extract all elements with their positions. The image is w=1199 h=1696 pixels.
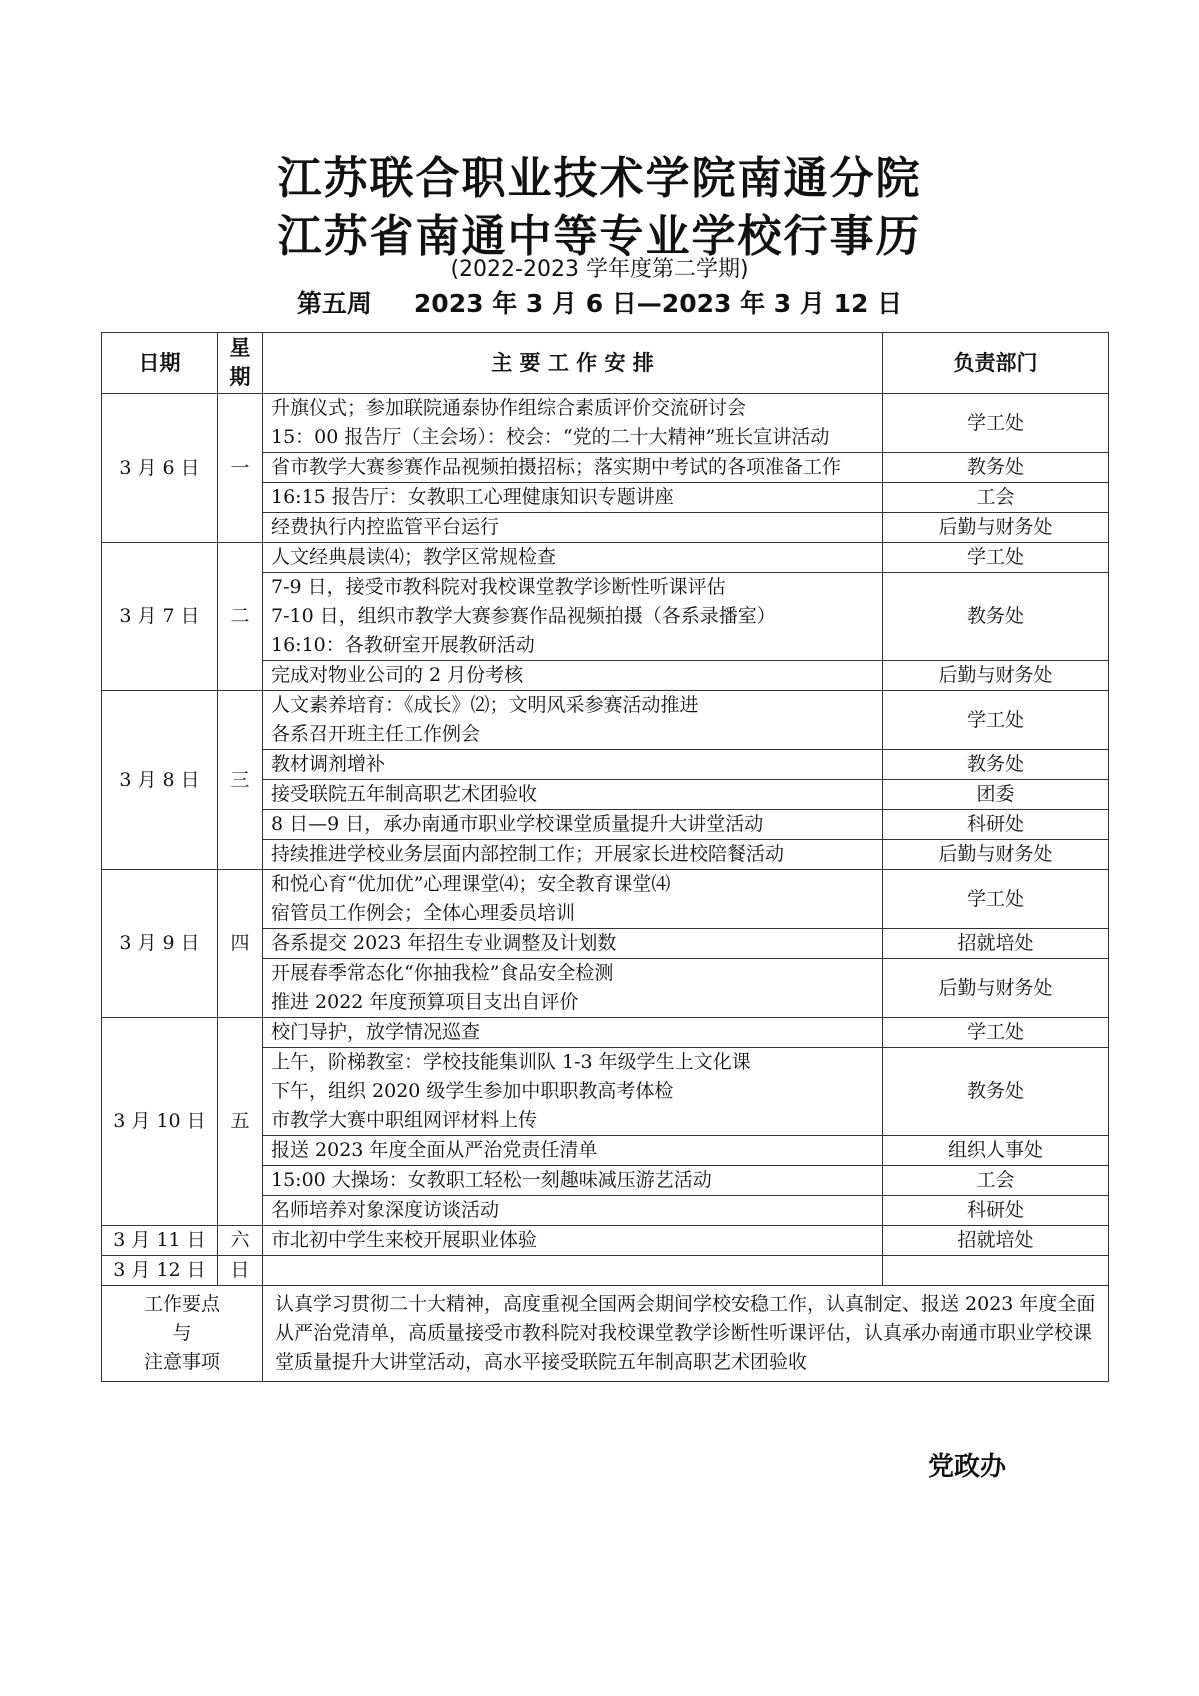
work-item: 7-9 日，接受市教科院对我校课堂教学诊断性听课评估	[271, 576, 726, 598]
work-item: 报送 2023 年度全面从严治党责任清单	[271, 1139, 598, 1161]
work-item: 人文经典晨读⑷；教学区常规检查	[271, 546, 557, 568]
work-cell	[263, 1018, 883, 1048]
work-cell	[263, 394, 883, 453]
work-item: 15：00 报告厅（主会场）：校会：“党的二十大精神”班长宣讲活动	[271, 426, 830, 448]
dept-cell	[883, 1256, 1109, 1286]
week-label: 第五周	[296, 289, 372, 318]
date-cell: 3 月 9 日	[102, 870, 218, 1018]
schedule-body	[102, 394, 1109, 1286]
weekday-cell: 二	[218, 543, 263, 691]
dept-cell: 教务处	[883, 750, 1109, 780]
title-line2: 江苏省南通中等专业学校行事历	[277, 211, 922, 262]
notes-row	[102, 1286, 1109, 1382]
date-range: 2023 年 3 月 6 日—2023 年 3 月 12 日	[413, 289, 903, 318]
work-cell	[263, 543, 883, 573]
dept-cell: 学工处	[883, 870, 1109, 929]
weekday-cell: 一	[218, 394, 263, 543]
work-cell	[263, 1048, 883, 1136]
date-cell: 3 月 11 日	[102, 1226, 218, 1256]
signature: 党政办	[928, 1452, 1007, 1482]
semester-subtitle: (2022-2023 学年度第二学期)	[450, 257, 749, 282]
dept-cell: 科研处	[883, 1196, 1109, 1226]
dept-cell: 招就培处	[883, 929, 1109, 959]
work-item: 开展春季常态化“你抽我检”食品安全检测	[271, 962, 614, 984]
work-cell	[263, 453, 883, 483]
work-item: 下午，组织 2020 级学生参加中职职教高考体检	[271, 1080, 674, 1102]
work-cell	[263, 483, 883, 513]
dept-cell: 工会	[883, 1166, 1109, 1196]
dept-cell: 招就培处	[883, 1226, 1109, 1256]
work-item: 校门导护，放学情况巡查	[271, 1021, 481, 1043]
dept-cell: 科研处	[883, 810, 1109, 840]
work-item: 人文素养培育：《成长》⑵；文明风采参赛活动推进	[271, 694, 699, 716]
date-cell: 3 月 10 日	[102, 1018, 218, 1226]
work-cell	[263, 840, 883, 870]
dept-cell: 教务处	[883, 1048, 1109, 1136]
work-item	[271, 1256, 874, 1285]
header-weekday	[218, 333, 263, 394]
weekday-cell: 三	[218, 691, 263, 870]
header-weekday-line2: 期	[229, 365, 251, 389]
work-item: 和悦心育“优加优”心理课堂⑷；安全教育课堂⑷	[271, 873, 671, 895]
work-item: 省市教学大赛参赛作品视频拍摄招标；落实期中考试的各项准备工作	[271, 456, 842, 478]
dept-cell: 后勤与财务处	[883, 661, 1109, 691]
title-line1: 江苏联合职业技术学院南通分院	[277, 153, 922, 204]
table-row	[102, 1018, 1109, 1048]
work-cell	[263, 691, 883, 750]
work-item: 市北初中学生来校开展职业体验	[271, 1229, 538, 1251]
table-row	[102, 691, 1109, 750]
work-item: 名师培养对象深度访谈活动	[271, 1199, 500, 1221]
work-cell	[263, 573, 883, 661]
work-item: 教材调剂增补	[271, 753, 386, 775]
table-header-row	[102, 333, 1109, 394]
notes-label-line2: 与	[172, 1322, 192, 1344]
dept-cell: 后勤与财务处	[883, 959, 1109, 1018]
dept-cell: 教务处	[883, 573, 1109, 661]
dept-cell: 后勤与财务处	[883, 513, 1109, 543]
table-row	[102, 870, 1109, 929]
date-cell: 3 月 8 日	[102, 691, 218, 870]
work-item: 16:15 报告厅：女教职工心理健康知识专题讲座	[271, 486, 674, 508]
work-cell	[263, 513, 883, 543]
notes-label-line3: 注意事项	[143, 1351, 220, 1373]
dept-cell: 工会	[883, 483, 1109, 513]
work-cell	[263, 750, 883, 780]
work-item: 市教学大赛中职组网评材料上传	[271, 1109, 538, 1131]
work-item: 推进 2022 年度预算项目支出自评价	[271, 991, 579, 1013]
date-cell: 3 月 12 日	[102, 1256, 218, 1286]
work-cell	[263, 1226, 883, 1256]
work-item: 持续推进学校业务层面内部控制工作；开展家长进校陪餐活动	[271, 843, 785, 865]
work-cell	[263, 959, 883, 1018]
work-item: 15:00 大操场：女教职工轻松一刻趣味减压游艺活动	[271, 1169, 712, 1191]
work-item: 完成对物业公司的 2 月份考核	[271, 664, 524, 686]
notes-label	[102, 1286, 263, 1382]
header-dept: 负责部门	[883, 333, 1109, 394]
work-item: 8 日—9 日，承办南通市职业学校课堂质量提升大讲堂活动	[271, 813, 764, 835]
work-item: 各系召开班主任工作例会	[271, 723, 481, 745]
work-cell	[263, 661, 883, 691]
header-weekday-line1: 星	[229, 336, 251, 360]
dept-cell: 学工处	[883, 543, 1109, 573]
table-row	[102, 543, 1109, 573]
header-date: 日期	[102, 333, 218, 394]
work-cell	[263, 780, 883, 810]
table-row	[102, 1226, 1109, 1256]
work-item: 16:10：各教研室开展教研活动	[271, 634, 535, 656]
work-item: 宿管员工作例会；全体心理委员培训	[271, 902, 576, 924]
work-cell	[263, 1136, 883, 1166]
weekday-cell: 四	[218, 870, 263, 1018]
work-item: 各系提交 2023 年招生专业调整及计划数	[271, 932, 617, 954]
work-cell	[263, 810, 883, 840]
notes-text: 认真学习贯彻二十大精神，高度重视全国两会期间学校安稳工作，认真制定、报送 2023 年度全面从严治党清单，高质量接受市教科院对我校课堂教学诊断性听课评估，认真承办南通市职业学校课堂质量提升大讲堂活动，高水平接受联院五年制高职艺术团验收	[263, 1286, 1109, 1382]
dept-cell: 学工处	[883, 1018, 1109, 1048]
work-cell	[263, 1256, 883, 1286]
dept-cell: 学工处	[883, 691, 1109, 750]
work-item: 接受联院五年制高职艺术团验收	[271, 783, 538, 805]
week-line	[0, 284, 1199, 320]
work-item: 7-10 日，组织市教学大赛参赛作品视频拍摄（各系录播室）	[271, 605, 776, 627]
work-item: 上午，阶梯教室：学校技能集训队 1-3 年级学生上文化课	[271, 1051, 751, 1073]
work-item: 经费执行内控监管平台运行	[271, 516, 500, 538]
work-cell	[263, 929, 883, 959]
dept-cell: 教务处	[883, 453, 1109, 483]
work-cell	[263, 870, 883, 929]
dept-cell: 学工处	[883, 394, 1109, 453]
notes-label-line1: 工作要点	[143, 1293, 220, 1315]
date-cell: 3 月 6 日	[102, 394, 218, 543]
date-cell: 3 月 7 日	[102, 543, 218, 691]
table-row	[102, 1256, 1109, 1286]
weekday-cell: 五	[218, 1018, 263, 1226]
weekday-cell: 日	[218, 1256, 263, 1286]
work-item: 升旗仪式；参加联院通泰协作组综合素质评价交流研讨会	[271, 397, 747, 419]
dept-cell: 组织人事处	[883, 1136, 1109, 1166]
schedule-table	[101, 332, 1109, 1382]
table-row	[102, 394, 1109, 453]
work-cell	[263, 1166, 883, 1196]
header-work: 主 要 工 作 安 排	[263, 333, 883, 394]
dept-cell: 后勤与财务处	[883, 840, 1109, 870]
dept-cell: 团委	[883, 780, 1109, 810]
work-cell	[263, 1196, 883, 1226]
weekday-cell: 六	[218, 1226, 263, 1256]
